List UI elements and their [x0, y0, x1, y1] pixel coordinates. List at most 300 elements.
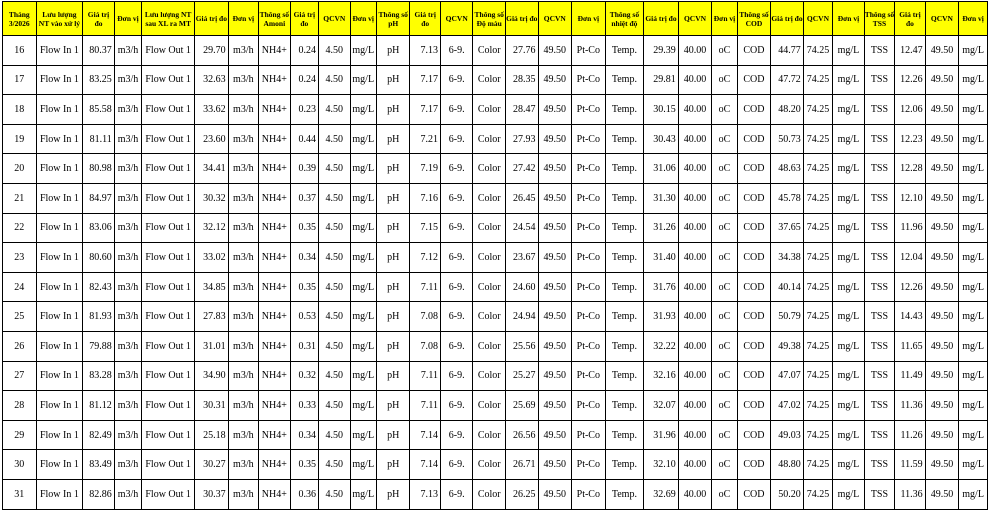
table-cell: m3/h	[228, 65, 258, 95]
table-cell: 11.65	[895, 331, 925, 361]
table-cell: 49.50	[538, 154, 572, 184]
column-header: Giá trị đo	[506, 2, 539, 36]
table-cell: m3/h	[228, 391, 258, 421]
table-cell: m3/h	[228, 213, 258, 243]
table-cell: 12.26	[895, 272, 925, 302]
table-body	[3, 36, 988, 510]
table-cell: Flow In 1	[36, 124, 83, 154]
table-cell: mg/L	[959, 331, 988, 361]
table-cell: 30.37	[195, 479, 229, 509]
table-cell: 11.36	[895, 391, 925, 421]
table-cell: 24.60	[506, 272, 539, 302]
table-cell: mg/L	[350, 183, 376, 213]
table-cell: Color	[473, 36, 506, 66]
table-cell: Temp.	[605, 213, 644, 243]
table-cell: mg/L	[959, 154, 988, 184]
table-cell: pH	[376, 183, 410, 213]
table-cell: 16	[3, 36, 37, 66]
table-cell: 6-9.	[440, 420, 473, 450]
table-cell: 4.50	[319, 243, 351, 273]
table-cell: Pt-Co	[572, 361, 606, 391]
table-cell: mg/L	[350, 479, 376, 509]
table-row	[3, 272, 988, 302]
table-cell: TSS	[864, 154, 894, 184]
table-cell: 49.50	[925, 391, 959, 421]
table-cell: NH4+	[259, 479, 291, 509]
table-cell: mg/L	[833, 183, 865, 213]
table-cell: 11.96	[895, 213, 925, 243]
column-header: Giá trị đo	[771, 2, 804, 36]
table-cell: 33.02	[195, 243, 229, 273]
table-cell: Color	[473, 450, 506, 480]
table-row	[3, 65, 988, 95]
table-cell: 26.71	[506, 450, 539, 480]
table-cell: Color	[473, 420, 506, 450]
table-cell: m3/h	[114, 243, 141, 273]
table-cell: Flow Out 1	[142, 95, 195, 125]
table-cell: 49.50	[925, 272, 959, 302]
table-cell: 19	[3, 124, 37, 154]
table-cell: pH	[376, 361, 410, 391]
table-cell: 50.73	[771, 124, 804, 154]
column-header: Thông số pH	[376, 2, 410, 36]
table-cell: 83.06	[83, 213, 115, 243]
table-cell: m3/h	[114, 65, 141, 95]
table-cell: TSS	[864, 183, 894, 213]
table-cell: NH4+	[259, 213, 291, 243]
table-cell: 7.12	[410, 243, 440, 273]
table-row	[3, 213, 988, 243]
table-cell: 31.40	[644, 243, 679, 273]
table-cell: 23	[3, 243, 37, 273]
table-cell: 6-9.	[440, 243, 473, 273]
table-cell: 79.88	[83, 331, 115, 361]
table-cell: 6-9.	[440, 65, 473, 95]
table-cell: 32.63	[195, 65, 229, 95]
table-cell: 49.50	[925, 95, 959, 125]
table-cell: 31.93	[644, 302, 679, 332]
table-cell: oC	[712, 154, 737, 184]
table-cell: 40.00	[678, 450, 712, 480]
table-cell: 49.50	[538, 65, 572, 95]
column-header: Đơn vị	[350, 2, 376, 36]
table-cell: 20	[3, 154, 37, 184]
table-cell: mg/L	[959, 65, 988, 95]
table-cell: 49.50	[925, 183, 959, 213]
table-cell: 31.30	[644, 183, 679, 213]
table-cell: Pt-Co	[572, 420, 606, 450]
table-cell: 7.13	[410, 479, 440, 509]
table-cell: 82.43	[83, 272, 115, 302]
table-cell: Flow Out 1	[142, 420, 195, 450]
table-cell: 0.35	[290, 450, 318, 480]
table-cell: Flow Out 1	[142, 154, 195, 184]
table-cell: 7.15	[410, 213, 440, 243]
table-cell: Flow In 1	[36, 420, 83, 450]
table-cell: 74.25	[803, 331, 832, 361]
table-cell: 74.25	[803, 450, 832, 480]
column-header: Giá trị đo	[644, 2, 679, 36]
table-cell: oC	[712, 361, 737, 391]
table-cell: 31.01	[195, 331, 229, 361]
table-cell: mg/L	[959, 450, 988, 480]
table-cell: oC	[712, 302, 737, 332]
table-cell: 4.50	[319, 479, 351, 509]
table-cell: 48.20	[771, 95, 804, 125]
table-cell: m3/h	[114, 331, 141, 361]
table-cell: mg/L	[350, 36, 376, 66]
column-header: Lưu lượng NT vào xử lý	[36, 2, 83, 36]
table-cell: 12.26	[895, 65, 925, 95]
table-cell: NH4+	[259, 183, 291, 213]
table-cell: 0.33	[290, 391, 318, 421]
table-cell: COD	[737, 154, 771, 184]
table-cell: 27.42	[506, 154, 539, 184]
table-cell: 32.10	[644, 450, 679, 480]
table-cell: pH	[376, 95, 410, 125]
table-cell: 40.00	[678, 213, 712, 243]
table-cell: 11.59	[895, 450, 925, 480]
table-cell: 40.00	[678, 302, 712, 332]
table-cell: pH	[376, 450, 410, 480]
table-cell: oC	[712, 272, 737, 302]
table-cell: Pt-Co	[572, 36, 606, 66]
table-cell: m3/h	[114, 450, 141, 480]
table-cell: Pt-Co	[572, 479, 606, 509]
table-cell: 6-9.	[440, 272, 473, 302]
table-cell: 30.27	[195, 450, 229, 480]
table-cell: TSS	[864, 331, 894, 361]
table-cell: pH	[376, 391, 410, 421]
table-cell: 45.78	[771, 183, 804, 213]
table-cell: m3/h	[114, 391, 141, 421]
table-cell: m3/h	[114, 154, 141, 184]
table-cell: COD	[737, 36, 771, 66]
table-cell: 0.39	[290, 154, 318, 184]
table-cell: Color	[473, 243, 506, 273]
table-cell: 30.32	[195, 183, 229, 213]
table-cell: 0.36	[290, 479, 318, 509]
table-cell: mg/L	[350, 391, 376, 421]
table-cell: Temp.	[605, 361, 644, 391]
table-cell: 49.50	[538, 272, 572, 302]
table-cell: 6-9.	[440, 361, 473, 391]
table-cell: 4.50	[319, 213, 351, 243]
table-cell: 32.16	[644, 361, 679, 391]
table-cell: pH	[376, 124, 410, 154]
table-cell: 32.12	[195, 213, 229, 243]
column-header: Thông số COD	[737, 2, 771, 36]
table-cell: oC	[712, 124, 737, 154]
table-cell: m3/h	[228, 331, 258, 361]
table-cell: mg/L	[959, 36, 988, 66]
table-cell: 6-9.	[440, 391, 473, 421]
table-cell: Flow In 1	[36, 213, 83, 243]
table-cell: m3/h	[228, 183, 258, 213]
table-cell: 7.14	[410, 450, 440, 480]
table-cell: 49.50	[925, 361, 959, 391]
table-cell: Flow Out 1	[142, 361, 195, 391]
table-cell: m3/h	[228, 154, 258, 184]
table-cell: 31.96	[644, 420, 679, 450]
table-cell: oC	[712, 331, 737, 361]
table-cell: 40.00	[678, 272, 712, 302]
table-cell: mg/L	[350, 420, 376, 450]
table-cell: 30.15	[644, 95, 679, 125]
table-cell: mg/L	[833, 95, 865, 125]
table-cell: Pt-Co	[572, 213, 606, 243]
table-cell: 80.60	[83, 243, 115, 273]
table-cell: Temp.	[605, 420, 644, 450]
table-cell: mg/L	[350, 243, 376, 273]
table-cell: 74.25	[803, 243, 832, 273]
table-cell: 74.25	[803, 183, 832, 213]
table-cell: 49.50	[538, 302, 572, 332]
table-cell: Flow In 1	[36, 183, 83, 213]
table-cell: 83.25	[83, 65, 115, 95]
table-cell: oC	[712, 243, 737, 273]
table-cell: 6-9.	[440, 124, 473, 154]
table-cell: 80.37	[83, 36, 115, 66]
table-cell: mg/L	[833, 420, 865, 450]
table-cell: 47.72	[771, 65, 804, 95]
table-cell: Temp.	[605, 302, 644, 332]
table-cell: COD	[737, 420, 771, 450]
table-cell: 40.00	[678, 391, 712, 421]
table-cell: 0.23	[290, 95, 318, 125]
table-cell: 49.50	[538, 331, 572, 361]
table-cell: 0.34	[290, 243, 318, 273]
table-cell: Pt-Co	[572, 331, 606, 361]
table-cell: Temp.	[605, 479, 644, 509]
table-cell: m3/h	[114, 213, 141, 243]
table-cell: 49.50	[925, 65, 959, 95]
table-cell: Temp.	[605, 65, 644, 95]
table-cell: COD	[737, 65, 771, 95]
table-cell: oC	[712, 213, 737, 243]
table-cell: 49.50	[538, 183, 572, 213]
table-cell: 74.25	[803, 154, 832, 184]
table-cell: 83.49	[83, 450, 115, 480]
table-cell: 74.25	[803, 124, 832, 154]
table-cell: 82.86	[83, 479, 115, 509]
column-header: Đơn vị	[712, 2, 737, 36]
table-cell: 4.50	[319, 272, 351, 302]
table-cell: Pt-Co	[572, 272, 606, 302]
table-cell: Flow In 1	[36, 154, 83, 184]
table-cell: 27.93	[506, 124, 539, 154]
column-header: QCVN	[678, 2, 712, 36]
table-cell: Temp.	[605, 243, 644, 273]
table-cell: oC	[712, 183, 737, 213]
table-cell: Flow In 1	[36, 243, 83, 273]
table-cell: 6-9.	[440, 183, 473, 213]
table-cell: Flow In 1	[36, 302, 83, 332]
table-cell: m3/h	[228, 450, 258, 480]
table-cell: 37.65	[771, 213, 804, 243]
table-cell: Color	[473, 213, 506, 243]
table-cell: 40.00	[678, 420, 712, 450]
table-cell: Pt-Co	[572, 450, 606, 480]
table-cell: m3/h	[228, 95, 258, 125]
table-cell: Flow In 1	[36, 272, 83, 302]
table-cell: 25.56	[506, 331, 539, 361]
table-cell: 7.13	[410, 36, 440, 66]
table-cell: Flow Out 1	[142, 272, 195, 302]
table-cell: 4.50	[319, 154, 351, 184]
table-cell: m3/h	[114, 95, 141, 125]
table-cell: 49.50	[538, 124, 572, 154]
table-cell: pH	[376, 420, 410, 450]
table-cell: 29	[3, 420, 37, 450]
table-cell: 49.50	[925, 154, 959, 184]
table-cell: Flow In 1	[36, 361, 83, 391]
table-cell: mg/L	[833, 272, 865, 302]
table-cell: 11.36	[895, 479, 925, 509]
table-cell: Flow Out 1	[142, 213, 195, 243]
table-cell: Temp.	[605, 95, 644, 125]
table-cell: m3/h	[228, 361, 258, 391]
column-header: Thông số TSS	[864, 2, 894, 36]
table-cell: 0.53	[290, 302, 318, 332]
table-cell: 28	[3, 391, 37, 421]
table-cell: 31	[3, 479, 37, 509]
table-cell: 49.50	[925, 213, 959, 243]
table-cell: Temp.	[605, 391, 644, 421]
table-cell: 81.12	[83, 391, 115, 421]
table-cell: m3/h	[114, 272, 141, 302]
table-cell: NH4+	[259, 272, 291, 302]
table-cell: Temp.	[605, 331, 644, 361]
table-cell: 0.35	[290, 272, 318, 302]
table-cell: 40.00	[678, 124, 712, 154]
table-cell: 49.50	[538, 243, 572, 273]
table-cell: TSS	[864, 361, 894, 391]
table-cell: 11.26	[895, 420, 925, 450]
table-cell: 0.34	[290, 420, 318, 450]
table-cell: 12.10	[895, 183, 925, 213]
table-cell: 49.50	[925, 36, 959, 66]
table-cell: mg/L	[350, 361, 376, 391]
table-row	[3, 36, 988, 66]
table-cell: 6-9.	[440, 213, 473, 243]
table-cell: Color	[473, 154, 506, 184]
table-cell: mg/L	[833, 243, 865, 273]
table-cell: 49.50	[925, 331, 959, 361]
table-cell: pH	[376, 36, 410, 66]
table-cell: 40.00	[678, 154, 712, 184]
column-header: QCVN	[925, 2, 959, 36]
column-header: Giá trị đo	[895, 2, 925, 36]
table-cell: mg/L	[350, 95, 376, 125]
table-cell: 49.50	[538, 36, 572, 66]
table-cell: 23.67	[506, 243, 539, 273]
table-cell: TSS	[864, 243, 894, 273]
table-cell: NH4+	[259, 124, 291, 154]
table-cell: 28.47	[506, 95, 539, 125]
table-cell: 48.63	[771, 154, 804, 184]
table-cell: 0.37	[290, 183, 318, 213]
table-cell: 47.07	[771, 361, 804, 391]
table-cell: TSS	[864, 272, 894, 302]
table-cell: 40.00	[678, 361, 712, 391]
table-cell: Flow Out 1	[142, 450, 195, 480]
table-cell: m3/h	[228, 420, 258, 450]
table-cell: pH	[376, 302, 410, 332]
table-cell: mg/L	[833, 65, 865, 95]
table-cell: TSS	[864, 36, 894, 66]
table-cell: m3/h	[228, 124, 258, 154]
table-cell: 49.50	[538, 479, 572, 509]
table-cell: 40.00	[678, 65, 712, 95]
table-cell: Temp.	[605, 124, 644, 154]
table-cell: Flow In 1	[36, 36, 83, 66]
table-row	[3, 243, 988, 273]
column-header: Giá trị đo	[290, 2, 318, 36]
table-cell: 7.08	[410, 331, 440, 361]
table-cell: 74.25	[803, 95, 832, 125]
table-cell: mg/L	[959, 479, 988, 509]
table-cell: pH	[376, 65, 410, 95]
table-cell: 22	[3, 213, 37, 243]
table-cell: mg/L	[959, 213, 988, 243]
table-cell: m3/h	[228, 243, 258, 273]
table-cell: 82.49	[83, 420, 115, 450]
table-cell: mg/L	[350, 272, 376, 302]
monitoring-data-table	[2, 1, 988, 510]
table-cell: 40.00	[678, 95, 712, 125]
table-cell: 48.80	[771, 450, 804, 480]
table-cell: 32.07	[644, 391, 679, 421]
table-cell: 7.19	[410, 154, 440, 184]
table-cell: COD	[737, 213, 771, 243]
table-cell: 74.25	[803, 272, 832, 302]
table-cell: 84.97	[83, 183, 115, 213]
column-header: QCVN	[803, 2, 832, 36]
table-cell: Color	[473, 65, 506, 95]
table-cell: 6-9.	[440, 95, 473, 125]
table-cell: 85.58	[83, 95, 115, 125]
table-cell: Flow Out 1	[142, 479, 195, 509]
table-cell: 25.18	[195, 420, 229, 450]
table-cell: mg/L	[959, 302, 988, 332]
table-cell: 34.90	[195, 361, 229, 391]
table-cell: 17	[3, 65, 37, 95]
table-cell: 4.50	[319, 450, 351, 480]
column-header: QCVN	[319, 2, 351, 36]
table-cell: mg/L	[350, 450, 376, 480]
table-cell: 0.24	[290, 36, 318, 66]
table-row	[3, 154, 988, 184]
table-cell: mg/L	[959, 183, 988, 213]
table-cell: NH4+	[259, 95, 291, 125]
table-cell: Flow In 1	[36, 331, 83, 361]
table-cell: 49.50	[538, 450, 572, 480]
table-cell: Color	[473, 479, 506, 509]
column-header: Thông số Độ màu	[473, 2, 506, 36]
table-cell: TSS	[864, 391, 894, 421]
table-cell: 12.28	[895, 154, 925, 184]
table-cell: Flow Out 1	[142, 391, 195, 421]
table-cell: mg/L	[350, 65, 376, 95]
table-cell: 7.11	[410, 361, 440, 391]
table-cell: 4.50	[319, 391, 351, 421]
table-cell: NH4+	[259, 243, 291, 273]
table-cell: 34.38	[771, 243, 804, 273]
table-cell: 6-9.	[440, 450, 473, 480]
table-cell: oC	[712, 450, 737, 480]
table-cell: mg/L	[350, 302, 376, 332]
